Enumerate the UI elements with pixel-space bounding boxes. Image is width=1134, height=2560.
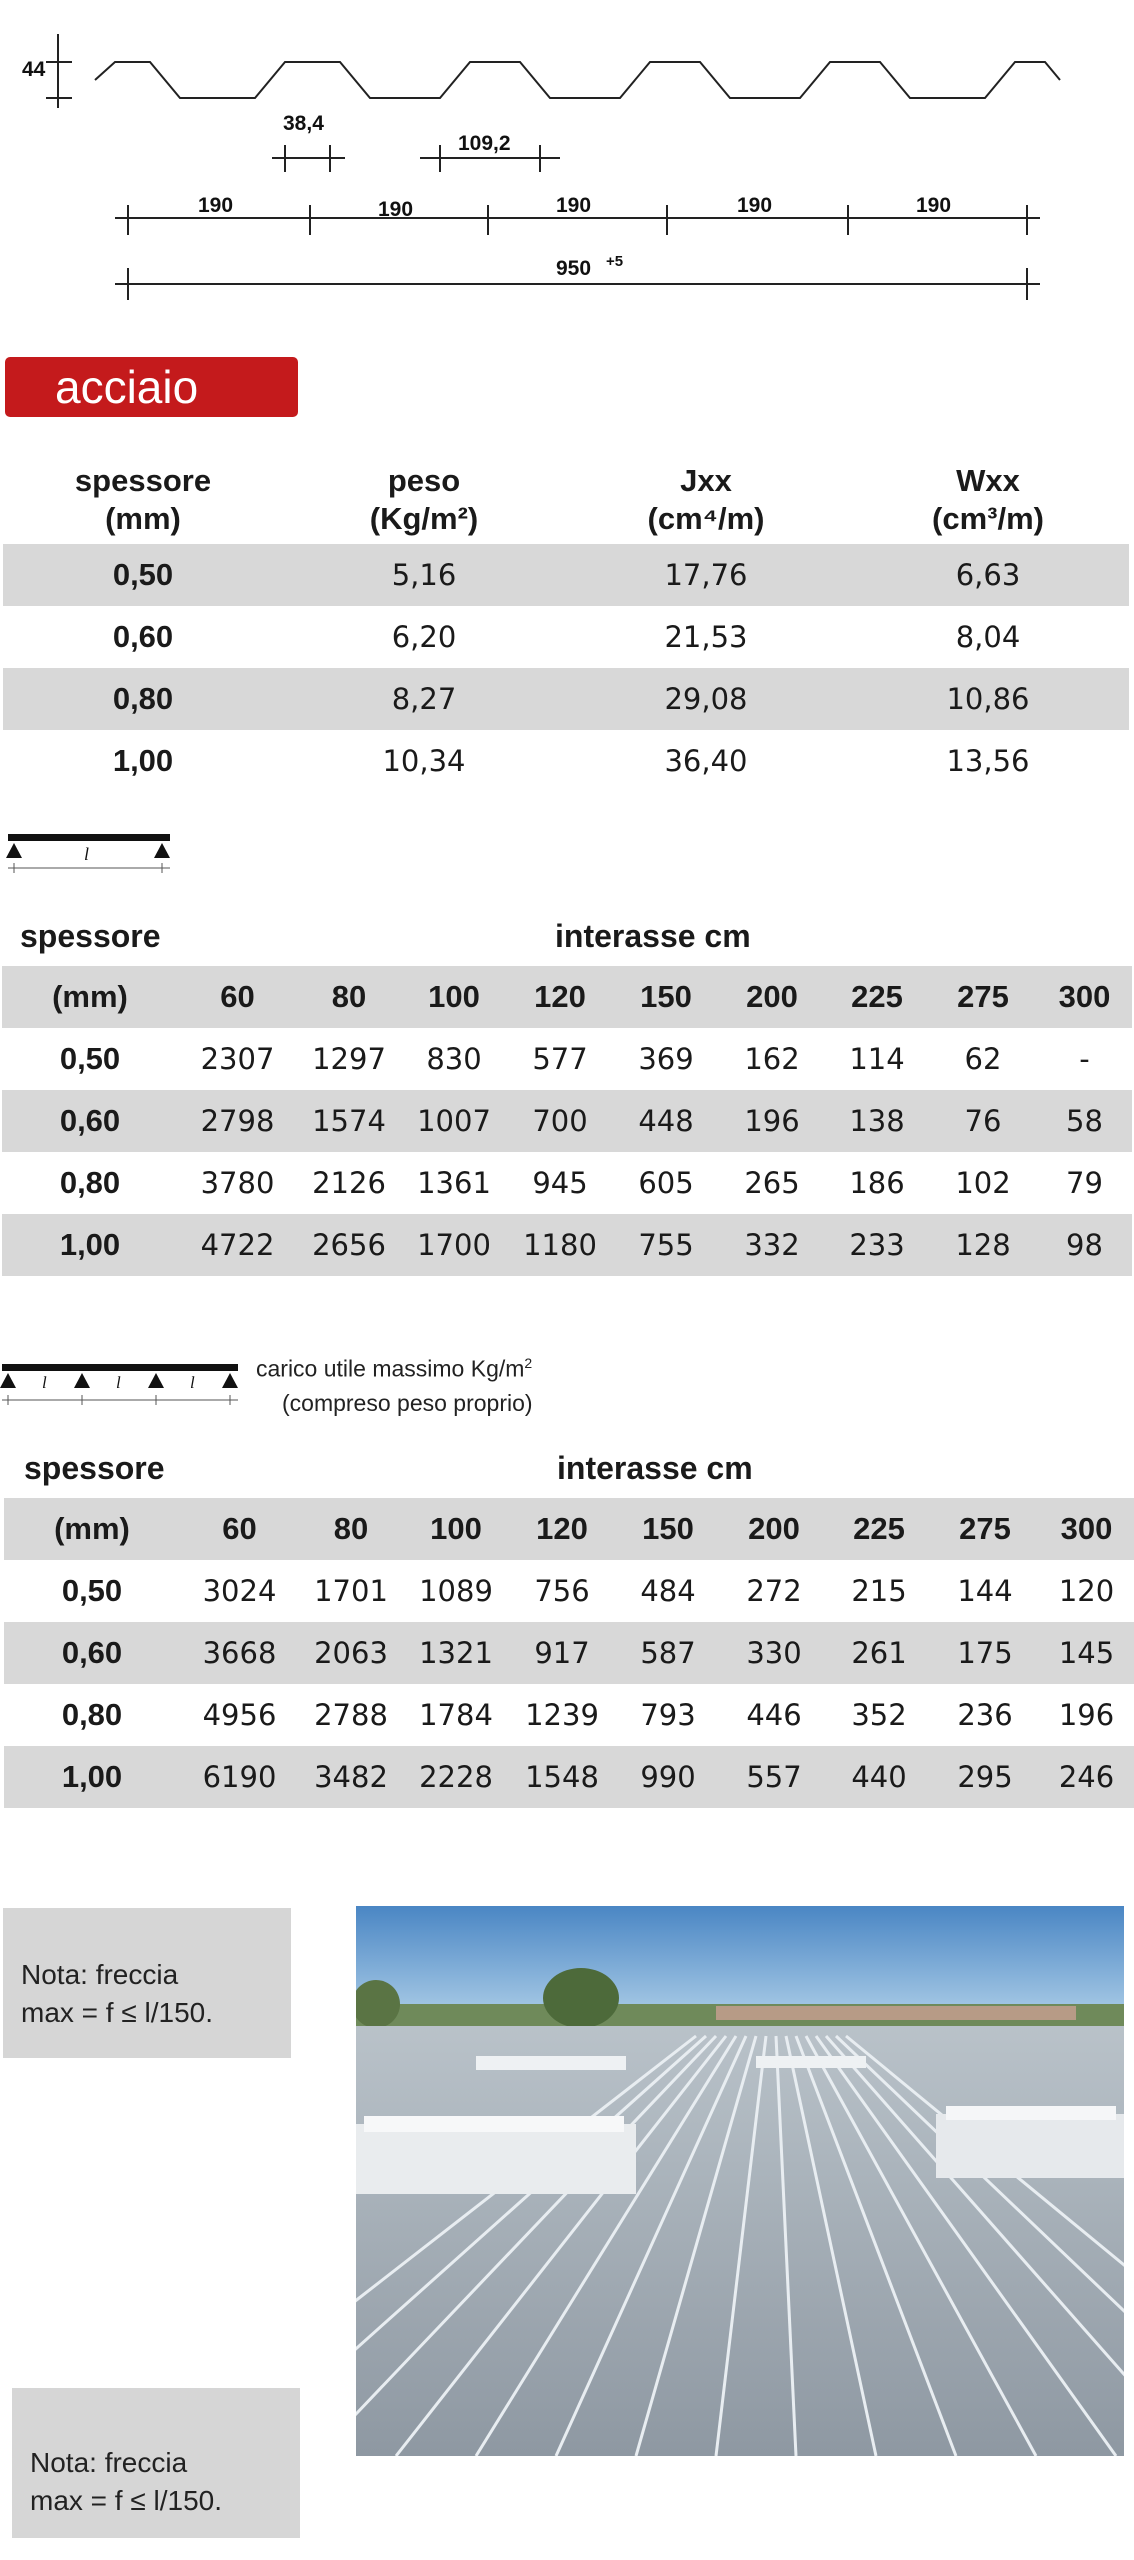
table-row: 0,80 4956 2788 1784 1239 793 446 352 236 196 [61, 1697, 1115, 1732]
total-width-label: 950 [556, 257, 592, 280]
table-row: 0,80 8,27 29,08 10,86 [3, 668, 1129, 730]
table-row: 0,50 5,16 17,76 6,63 [3, 544, 1129, 606]
table-row: 0,50 2307 1297 830 577 369 162 114 62 - [59, 1041, 1090, 1076]
pitch-label-5: 190 [916, 194, 952, 217]
header-weight: peso (Kg/m²) [369, 463, 479, 536]
profile-cross-section-drawing [0, 0, 1134, 320]
header-jxx: Jxx (cm⁴/m) [647, 463, 765, 536]
pitch-label-3: 190 [556, 194, 592, 217]
total-width-tolerance: +5 [606, 253, 624, 270]
span-length-label: l [116, 1373, 121, 1392]
section-properties-table [3, 462, 1129, 792]
deflection-note-bottom: Nota: freccia max = f ≤ l/150. [12, 2388, 300, 2538]
skylight-right [936, 2114, 1124, 2178]
table-row: 0,80 3780 2126 1361 945 605 265 186 102 79 [59, 1165, 1103, 1200]
rib-top-label: 38,4 [283, 112, 324, 135]
table-header-row: (mm) 60 80 100 120 150 200 225 275 300 [4, 1498, 1134, 1560]
profile-height-label: 44 [22, 58, 46, 81]
table1-spacing-label: interasse cm [555, 918, 751, 954]
table-row: 1,00 10,34 36,40 13,56 [112, 743, 1030, 778]
corrugated-roof-photo [356, 1906, 1124, 2456]
caption-line-2: (compreso peso proprio) [282, 1389, 533, 1416]
table1-thickness-label: spessore [20, 918, 161, 954]
span-length-label: l [84, 844, 90, 864]
load-table-single-span [2, 966, 1132, 1276]
table-row: 1,00 6190 3482 2228 1548 990 557 440 295 246 [4, 1746, 1134, 1808]
table2-spacing-label: interasse cm [557, 1450, 753, 1486]
header-wxx: Wxx (cm³/m) [932, 463, 1044, 536]
table2-thickness-label: spessore [24, 1450, 165, 1486]
span-length-label: l [190, 1373, 195, 1392]
pitch-label-2: 190 [378, 198, 414, 221]
caption-line-1: carico utile massimo Kg/m [256, 1355, 525, 1382]
trapezoid-profile-line [95, 62, 1060, 98]
table-row: 0,60 6,20 21,53 8,04 [112, 619, 1021, 654]
load-caption [256, 1346, 533, 1420]
pitch-label-4: 190 [737, 194, 773, 217]
deflection-note-top: Nota: freccia max = f ≤ l/150. [3, 1908, 291, 2058]
continuous-beam-icon [0, 1356, 250, 1416]
single-span-beam-icon [0, 826, 180, 886]
caption-unit-exponent: 2 [524, 1355, 533, 1371]
table-header-row: (mm) 60 80 100 120 150 200 225 275 300 [2, 966, 1132, 1028]
table-row: 0,50 3024 1701 1089 756 484 272 215 144 120 [61, 1573, 1115, 1608]
rib-span-label: 109,2 [458, 132, 511, 155]
pitch-label-1: 190 [198, 194, 234, 217]
skylight-left [356, 2124, 636, 2194]
table-row: 0,60 2798 1574 1007 700 448 196 138 76 58 [2, 1090, 1132, 1152]
header-thickness: spessore (mm) [74, 463, 212, 536]
material-badge: acciaio [5, 357, 298, 417]
table-row: 0,60 3668 2063 1321 917 587 330 261 175 145 [4, 1622, 1134, 1684]
span-length-label: l [42, 1373, 47, 1392]
load-table-continuous [4, 1498, 1134, 1808]
properties-header-row [3, 462, 1129, 544]
table-row: 1,00 4722 2656 1700 1180 755 332 233 128 98 [2, 1214, 1132, 1276]
